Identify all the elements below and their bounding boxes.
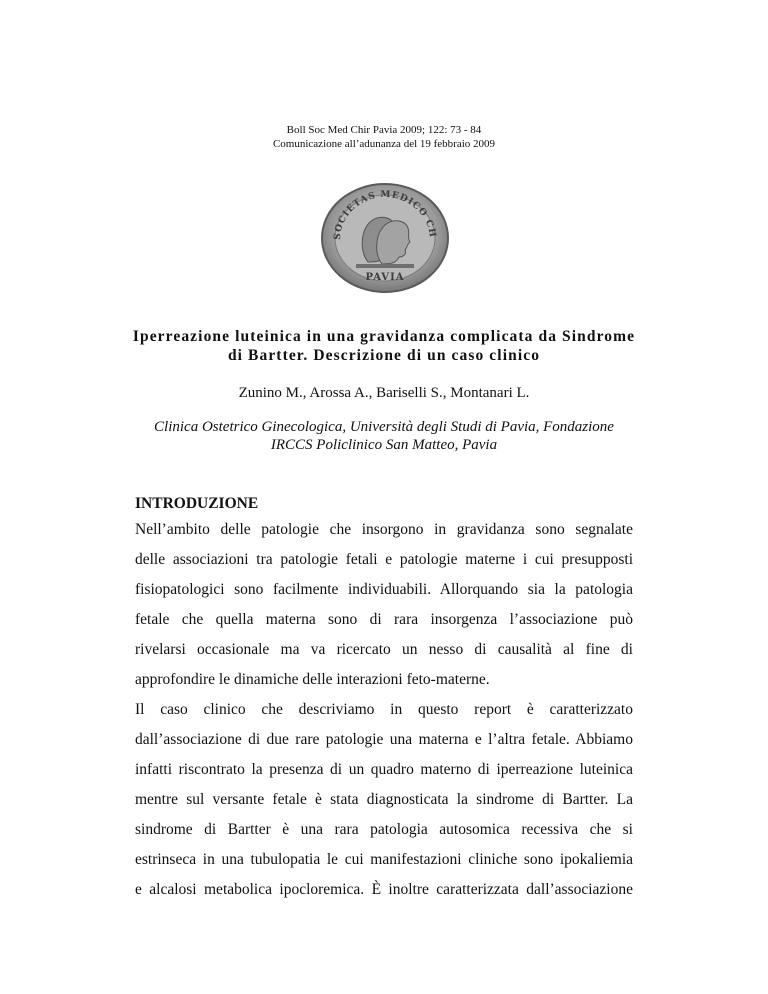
affiliation-line-2: IRCCS Policlinico San Matteo, Pavia xyxy=(270,437,498,453)
authors: Zunino M., Arossa A., Bariselli S., Montanari L. xyxy=(238,385,530,401)
svg-text:SOCIETAS MEDICO CHIRURGICA: SOCIETAS MEDICO CH xyxy=(332,189,438,241)
journal-citation: Boll Soc Med Chir Pavia 2009; 122: 73 - 84 xyxy=(286,124,482,136)
body-line: Il caso clinico che descriviamo in questo report è caratterizzato xyxy=(135,701,633,718)
body-line: Nell’ambito delle patologie che insorgono in gravidanza sono segnalate xyxy=(135,521,633,538)
svg-text:PAVIA: PAVIA xyxy=(365,272,405,283)
society-medal-emblem xyxy=(320,182,450,294)
paper-title-line-1: Iperreazione luteinica in una gravidanza complicata da Sindrome xyxy=(132,328,636,345)
body-line: approfondire le dinamiche delle interazioni feto-materne. xyxy=(135,671,490,688)
body-line: rivelarsi occasionale ma va ricercato un nesso di causalità al fine di xyxy=(135,641,633,658)
body-line: estrinseca in una tubulopatia le cui manifestazioni cliniche sono ipokaliemia xyxy=(135,851,633,868)
paper-title-line-2: di Bartter. Descrizione di un caso clinico xyxy=(227,347,541,364)
medal-image xyxy=(320,182,450,294)
body-line: fetale che quella materna sono di rara insorgenza l’associazione può xyxy=(135,611,633,628)
body-line: fisiopatologici sono facilmente individuabili. Allorquando sia la patologia xyxy=(135,581,633,598)
body-line: sindrome di Bartter è una rara patologia autosomica recessiva che si xyxy=(135,821,633,838)
body-line: dall’associazione di due rare patologie una materna e l’altra fetale. Abbiamo xyxy=(135,731,633,748)
body-line: mentre sul versante fetale è stata diagnosticata la sindrome di Bartter. La xyxy=(135,791,633,808)
body-line: delle associazioni tra patologie fetali e patologie materne i cui presupposti xyxy=(135,551,633,568)
body-line: e alcalosi metabolica ipocloremica. È inoltre caratterizzata dall’associazione xyxy=(135,881,633,898)
section-heading: INTRODUZIONE xyxy=(135,495,259,512)
body-line: infatti riscontrato la presenza di un quadro materno di iperreazione luteinica xyxy=(135,761,633,778)
communication-date: Comunicazione all’adunanza del 19 febbraio 2009 xyxy=(272,138,496,150)
affiliation-line-1: Clinica Ostetrico Ginecologica, Università degli Studi di Pavia, Fondazione xyxy=(154,419,614,435)
